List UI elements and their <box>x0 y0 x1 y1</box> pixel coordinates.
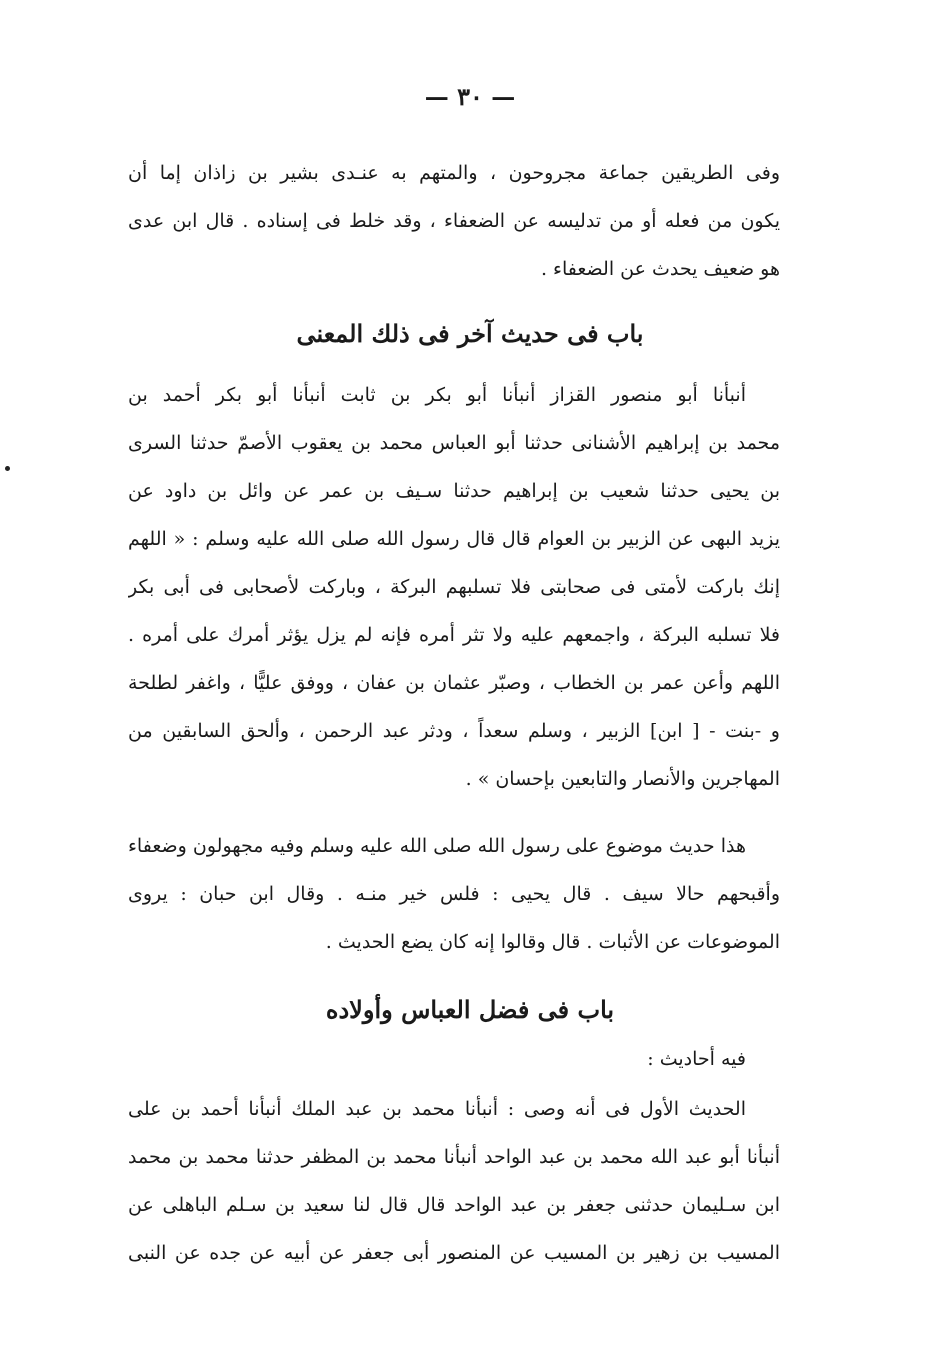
paragraph-1 <box>128 149 780 293</box>
text-line: ابن سـليمان حدثنى جعفر بن عبد الواحد قال قال لنا سعيد بن سـلم الباهلى عن <box>128 1194 780 1216</box>
text-line: المسيب بن زهير بن المسيب عن المنصور أبى جعفر عن أبيه عن جده عن النبى <box>128 1242 780 1264</box>
section-heading-2: باب فى فضل العباس وأولاده <box>325 995 615 1024</box>
paragraph-4 <box>128 1035 780 1083</box>
text-line: و -بنت - [ ابن] الزبير ، وسلم سعداً ، ودثر عبد الرحمن ، وألحق السابقين من <box>128 720 780 742</box>
paragraph-2 <box>128 371 780 803</box>
page-number: — ٣٠ — <box>424 82 516 111</box>
text-line: الموضوعات عن الأثبات . قال وقالوا إنه كان يضع الحديث . <box>325 931 780 953</box>
paragraph-5 <box>128 1085 780 1277</box>
paragraph-3 <box>128 822 780 966</box>
text-line: بن يحيى حدثنا شعيب بن إبراهيم حدثنا سـيف بن عمر عن وائل بن داود عن <box>128 480 780 502</box>
text-line: يزيد البهى عن الزبير بن العوام قال قال رسول الله صلى الله عليه وسلم : « اللهم <box>128 528 780 550</box>
text-line: أنبأنا أبو عبد الله محمد بن عبد الواحد أنبأنا محمد بن المظفر حدثنا محمد بن محمد <box>128 1146 780 1168</box>
text-line: هذا حديث موضوع على رسول الله صلى الله عليه وسلم وفيه مجهولون وضعفاء <box>128 835 746 857</box>
text-line: فيه أحاديث : <box>647 1048 746 1070</box>
text-line: اللهم وأعن عمر بن الخطاب ، وصبّر عثمان بن عفان ، ووفق عليًّا ، واغفر لطلحة <box>128 672 780 694</box>
section-heading-1: باب فى حديث آخر فى ذلك المعنى <box>296 319 644 348</box>
text-line: وأقبحهم حالا سيف . قال يحيى : فلس خير منـه . وقال ابن حبان : يروى <box>128 883 780 905</box>
text-line: وفى الطريقين جماعة مجروحون ، والمتهم به عنـدى بشير بن زاذان إما أن <box>128 162 780 184</box>
text-line: فلا تسلبه البركة ، واجمعهم عليه ولا تثر أمره فإنه لم يزل يؤثر أمرك على أمره . <box>128 624 780 646</box>
text-line: هو ضعيف يحدث عن الضعفاء . <box>540 258 780 280</box>
margin-speck <box>5 466 10 471</box>
text-line: محمد بن إبراهيم الأشنانى حدثنا أبو العباس محمد بن يعقوب الأصمّ حدثنا السرى <box>128 432 780 454</box>
text-line: المهاجرين والأنصار والتابعين بإحسان » . <box>465 768 780 790</box>
text-line: الحديث الأول فى أنه وصى : أنبأنا محمد بن عبد الملك أنبأنا أحمد بن على <box>128 1098 746 1120</box>
text-line: يكون من فعله أو من تدليسه عن الضعفاء ، وقد خلط فى إسناده . قال ابن عدى <box>128 210 780 232</box>
text-line: إنك باركت لأمتى فى صحابتى فلا تسلبهم البركة ، وباركت لأصحابى فى أبى بكر <box>128 576 780 598</box>
text-line: أنبأنا أبو منصور القزاز أنبأنا أبو بكر بن ثابت أنبأنا أبو بكر أحمد بن <box>128 384 746 406</box>
